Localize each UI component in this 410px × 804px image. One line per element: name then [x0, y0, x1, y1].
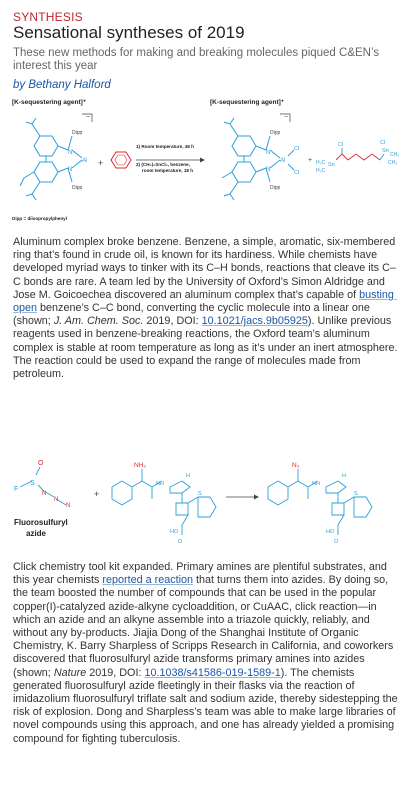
paragraph-lead-2: Click chemistry tool kit expanded. — [13, 561, 174, 573]
product-charge: − — [284, 114, 289, 121]
tin-left: Sn — [328, 162, 335, 168]
page-title: Sensational syntheses of 2019 — [13, 23, 245, 42]
product-al: Al — [280, 158, 286, 164]
nitrogen-3: N — [66, 503, 71, 509]
h-atom-1: H — [186, 473, 190, 479]
fluorosulfuryl-azide-figure — [10, 447, 402, 557]
paragraph-lead: Aluminum complex broke benzene. — [13, 236, 182, 248]
dipp-footnote: Dipp = diisopropylphenyl — [12, 216, 68, 221]
azide-n3: N₃ — [292, 462, 300, 469]
step-1: 1) Room temperature, 48 h — [136, 144, 194, 149]
reactant-n-bottom: N — [68, 167, 73, 173]
reported-a-reaction-link[interactable]: reported a reaction — [102, 574, 194, 587]
amine-nh2: NH₂ — [134, 462, 146, 469]
methyl-right-2: CH₃ — [388, 160, 398, 166]
fluorosulfuryl-azide-molecule — [20, 467, 66, 505]
carboxyl-ho-2: HO — [326, 529, 335, 535]
plus-sign: + — [98, 158, 104, 168]
tin-right: Sn — [382, 148, 389, 154]
product-dipp-top: Dipp — [270, 130, 281, 136]
doi-link-2[interactable]: 10.1038/s41586-019-1589-1 — [144, 666, 281, 679]
product-dipp-bottom: Dipp — [270, 185, 281, 191]
methyl-right-1: CH₃ — [390, 152, 400, 158]
h-atom-2: H — [342, 473, 346, 479]
journal-name-2: Nature — [53, 666, 87, 679]
plus-sign-2: + — [308, 157, 313, 164]
oxygen-atom: O — [38, 460, 44, 467]
cl-right: Cl — [380, 140, 386, 146]
aluminum-benzene-reaction-figure — [10, 96, 402, 224]
product-cl-top: Cl — [294, 146, 300, 152]
journal-name: J. Am. Chem. Soc. — [53, 315, 144, 328]
reactant-dipp-bottom: Dipp — [72, 185, 83, 191]
product-n-bottom: N — [266, 167, 271, 173]
amide-nh-2: NH — [312, 481, 320, 487]
dienyl-tin-product — [336, 148, 384, 160]
step-2b: room temperature, 18 h — [142, 168, 194, 173]
product-n-top: N — [266, 150, 271, 156]
busting-open-link[interactable]: busting open — [13, 288, 397, 315]
step-2: 2) (CH₃)₂SnCl₂, benzene, — [136, 162, 190, 167]
thio-s-1: S — [198, 491, 202, 497]
cl-left: Cl — [338, 142, 344, 148]
amide-nh-1: NH — [156, 481, 164, 487]
methyl-left-2: H₃C — [316, 168, 326, 174]
reactant-charge: − — [86, 114, 91, 121]
thio-s-2: S — [354, 491, 358, 497]
nitrogen-2: N — [54, 497, 59, 503]
article-paragraph-click-chemistry: Click chemistry tool kit expanded. Primary amines are plentiful substrates, and this year chemists reported a reaction that turns them into azides. By doing so, the team boosted the number of compounds that can be used in the popular copper(I)-catalyzed azide-alkyne cycloaddition, or CuAAC, click reaction—in which an azide and an alkyne assemble into a triazole quickly, reliably, and without any by-products. Jiajia Dong of the Shanghai Institute of Organic Chemistry, K. Barry Sharpless of Scripps Research in California, and coworkers discovered that fluorosulfuryl azide transforms primary amines into azides (shown; Nature 2019, DOI: 10.1038/s41586-019-1589-1). The chemists generated fluorosulfuryl azide fleetingly in their flasks via the reaction of imidazolium fluorosulfuryl triflate salt and sodium azide, thereby sidestepping the risk of explosion. Dong and Sharpless’s team was able to make large libraries of novel compounds using this approach, and one has already yielded a promising compound for fighting tuberculosis. — [13, 561, 401, 745]
nitrogen-1: N — [42, 491, 47, 497]
reactant-al: Al — [82, 158, 88, 164]
fluorine-atom: F — [14, 486, 19, 493]
carboxyl-o-1: O — [178, 539, 183, 545]
reactant-counterion-label: [K-sequestering agent]⁺ — [12, 99, 87, 106]
sulfur-atom: S — [30, 480, 35, 487]
article-paragraph-aluminum: Aluminum complex broke benzene. Benzene, a simple, aromatic, six-membered ring that’s found in crude oil, is known for its hardiness. While chemists have developed myriad ways to tinker with its C–H bonds, reactions that cleave its C–C bonds are rare. A team led by the University of Oxford’s Simon Aldridge and Jose M. Goicoechea discovered an aluminum complex that’s capable of busting open benzene’s C–C bond, converting the cyclic molecule into a linear one (shown; J. Am. Chem. Soc. 2019, DOI: 10.1021/jacs.9b05925). Unlike previous reagents used in benzene-breaking reactions, the Oxford team’s aluminum complex is stable at room temperature as long as it’s under an inert atmosphere. The reaction could be used to expand the range of molecules made from petroleum. — [13, 236, 401, 381]
benzene-ring — [111, 152, 131, 168]
carboxyl-ho-1: HO — [170, 529, 179, 535]
reagent-label-1: Fluorosulfuryl — [14, 518, 68, 527]
plus-sign-fig2: + — [94, 489, 100, 499]
methyl-left-1: H₃C — [316, 160, 326, 166]
article-dek: These new methods for making and breaking molecules piqued C&EN’s interest this year — [13, 47, 380, 72]
reactant-n-top: N — [68, 150, 73, 156]
byline[interactable]: by Bethany Halford — [13, 79, 111, 91]
doi-link-1[interactable]: 10.1021/jacs.9b05925 — [201, 315, 308, 328]
section-kicker: SYNTHESIS — [13, 10, 83, 24]
azide-product — [268, 469, 372, 535]
product-cl-bottom: Cl — [294, 170, 300, 176]
product-counterion-label: [K-sequestering agent]⁺ — [210, 99, 285, 106]
carboxyl-o-2: O — [334, 539, 339, 545]
reagent-label-2: azide — [26, 529, 47, 538]
reactant-dipp-top: Dipp — [72, 130, 83, 136]
amine-substrate — [112, 469, 216, 535]
